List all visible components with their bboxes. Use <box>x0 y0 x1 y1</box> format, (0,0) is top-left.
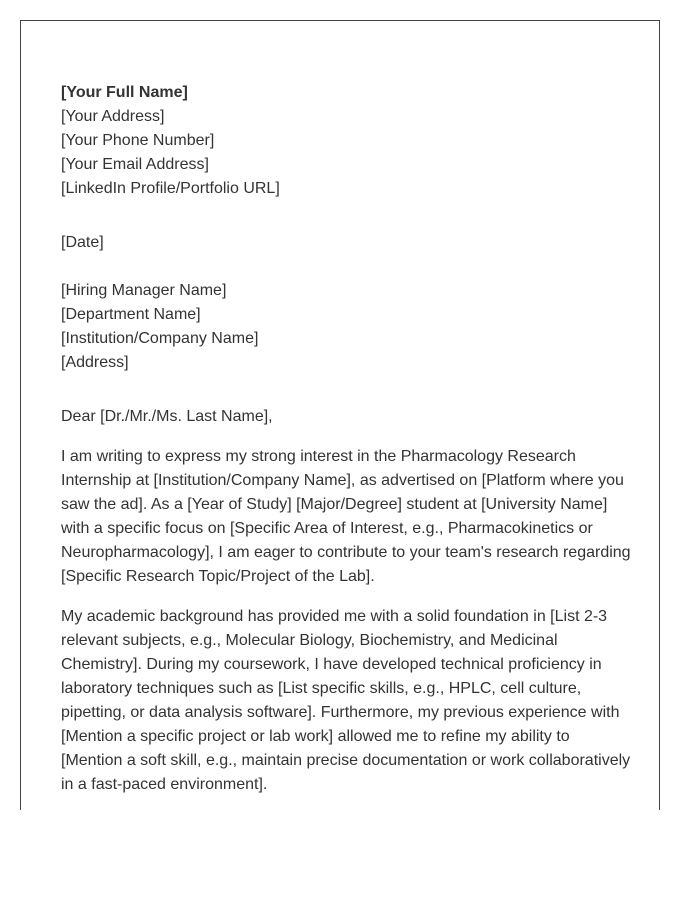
recipient-address: [Address] <box>61 354 129 371</box>
sender-address: [Your Address] <box>61 108 165 125</box>
letter-date: [Date] <box>61 234 104 251</box>
paragraph-background: My academic background has provided me with a solid foundation in [List 2-3 relevant subjects, e.g., Molecular Biology, Biochemistry, and Medicinal Chemistry]. During my coursework, I have developed technical proficiency in laboratory techniques such as [List specific skills, e.g., HPLC, cell culture, pipetting, or data analysis software]. Furthermore, my previous experience with [Mention a specific project or lab work] allowed me to refine my ability to [Mention a soft skill, e.g., maintain precise documentation or work collaboratively in a fast-paced environment]. <box>61 608 631 793</box>
salutation-block <box>61 405 631 429</box>
recipient-block <box>61 279 631 375</box>
sender-phone: [Your Phone Number] <box>61 132 215 149</box>
salutation: Dear [Dr./Mr./Ms. Last Name], <box>61 408 273 425</box>
document-page <box>20 20 660 810</box>
sender-email: [Your Email Address] <box>61 156 209 173</box>
letter-body <box>61 81 631 797</box>
sender-name: [Your Full Name] <box>61 84 188 101</box>
recipient-institution: [Institution/Company Name] <box>61 330 259 347</box>
recipient-department: [Department Name] <box>61 306 201 323</box>
sender-block <box>61 81 631 201</box>
date-block <box>61 231 631 255</box>
paragraph-intro: I am writing to express my strong interest in the Pharmacology Research Internship at [Institution/Company Name], as advertised on [Platform where you saw the ad]. As a [Year of Study] [Major/Degree] student at [University Name] with a specific focus on [Specific Area of Interest, e.g., Pharmacokinetics or Neuropharmacology], I am eager to contribute to your team's research regarding [Specific Research Topic/Project of the Lab]. <box>61 448 631 585</box>
recipient-manager: [Hiring Manager Name] <box>61 282 227 299</box>
sender-url: [LinkedIn Profile/Portfolio URL] <box>61 180 280 197</box>
